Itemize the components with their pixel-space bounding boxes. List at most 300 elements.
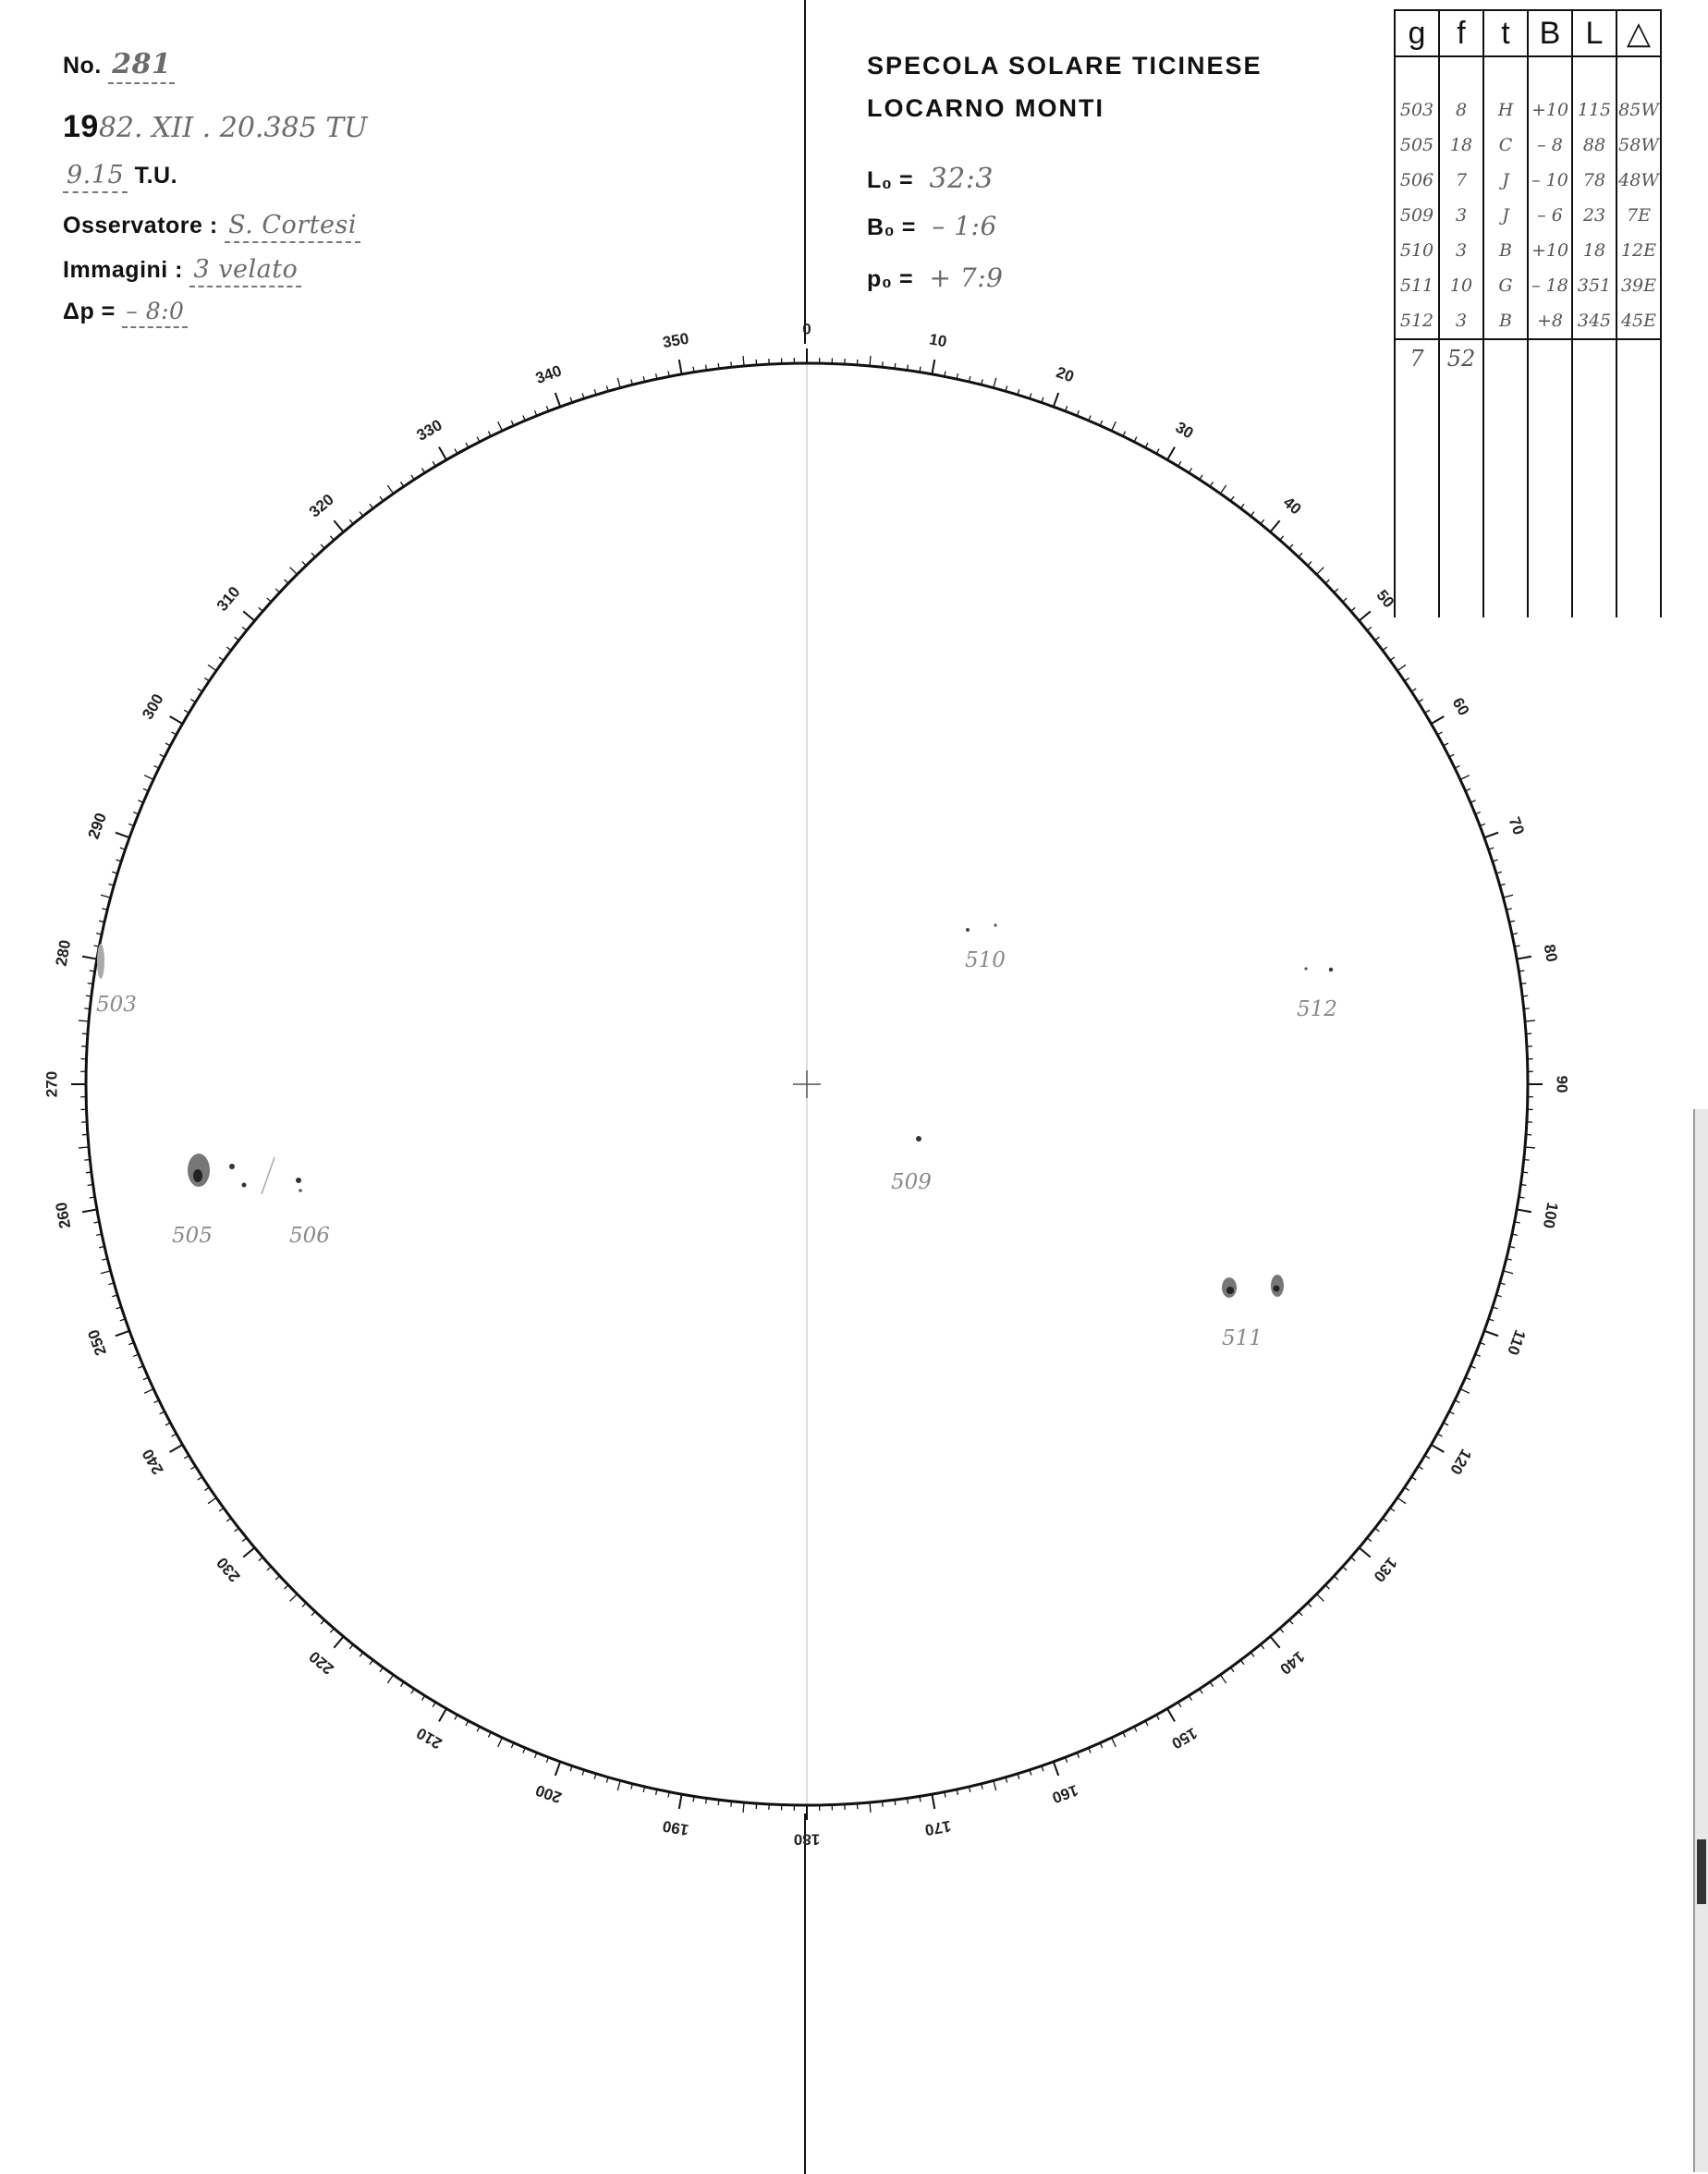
scale-tick [932,360,934,374]
scale-tick [1375,637,1380,641]
scale-tick [1484,1331,1498,1336]
scale-tick [920,367,921,373]
scale-tick [290,568,298,575]
scale-tick [411,475,414,480]
scale-tick [1405,678,1409,680]
images-value: 3 velato [189,255,301,287]
scale-tick [1167,447,1175,460]
number-label: No. [63,53,102,79]
scale-tick [1460,1389,1470,1394]
scale-tick [334,520,343,531]
scale-tick [88,983,93,984]
scale-label: 170 [923,1816,953,1839]
scale-tick [285,580,288,583]
scale-tick [311,1611,315,1615]
scale-label: 280 [52,938,75,968]
scale-tick [1503,1271,1513,1274]
scale-tick [1334,589,1337,592]
scale-tick [1503,895,1513,898]
table-cell: – 8 [1528,128,1572,163]
scale-label: 30 [1172,418,1197,443]
scale-tick [275,1576,279,1580]
scale-tick [1317,1594,1324,1602]
table-cell: B [1483,233,1528,268]
scale-tick [243,1547,254,1557]
scale-tick [1525,1020,1535,1021]
table-cell: +10 [1528,92,1572,128]
table-cell: 88 [1572,128,1616,163]
scale-tick [311,553,315,556]
sunspot-group-503 [96,944,137,1017]
scale-tick [1517,957,1531,959]
scale-tick [116,1331,129,1336]
table-cell: 3 [1439,198,1483,233]
scale-tick [349,519,353,524]
scale-tick [706,365,707,371]
scale-tick [617,378,620,388]
sunspot-group-509 [891,1136,932,1194]
scale-tick [349,1644,353,1649]
table-cell: 18 [1572,233,1616,268]
sunspot [1274,1286,1280,1292]
observatory-location: LOCARNO MONTI [867,94,1104,122]
scale-tick [1360,611,1371,620]
scale-tick [198,689,202,691]
table-cell: – 10 [1528,163,1572,198]
scale-tick [1484,833,1498,837]
scale-tick [743,356,744,366]
table-cell: 505 [1395,128,1439,163]
sunspot [296,1178,301,1183]
scale-label: 210 [413,1724,445,1753]
scale-tick [718,1800,719,1805]
scale-tick [84,1160,90,1161]
scale-tick [1383,647,1387,651]
sunspot [1226,1287,1234,1294]
time-value: 9.15 [63,161,128,193]
scale-tick [321,1620,324,1624]
scale-label: 270 [43,1070,61,1098]
sunspot-group-505 [172,1154,247,1248]
table-total-cell: 52 [1439,339,1483,377]
scale-tick [88,1185,93,1186]
column-header: L [1572,10,1616,56]
scale-label: 330 [413,416,445,445]
scale-tick [883,1801,884,1807]
scale-tick [242,627,247,630]
scale-tick [1522,1172,1528,1173]
scale-tick [1308,562,1312,566]
sunspot-group-510 [965,923,1006,972]
spot-label-510: 510 [965,948,1006,972]
scale-label: 140 [1276,1647,1309,1679]
scale-tick [1230,496,1234,501]
scale-tick [1397,1497,1406,1503]
scale-tick [1431,716,1444,724]
scale-tick [994,378,996,388]
scale-label: 60 [1448,694,1473,719]
scale-tick [1270,520,1279,531]
table-cell: G [1483,268,1528,303]
scale-tick [400,482,403,486]
scale-tick [1240,504,1244,508]
sunspot [242,1183,247,1188]
sunspot-group-511 [1222,1275,1284,1350]
table-cell: C [1483,128,1528,163]
scale-tick [1289,1620,1293,1624]
scale-tick [1351,607,1356,611]
scale-tick [360,512,363,517]
scale-tick [743,1802,744,1813]
scale-tick [1054,1762,1058,1776]
scale-tick [555,393,560,407]
table-cell: – 6 [1528,198,1572,233]
table-cell: 503 [1395,92,1439,128]
scale-label: 240 [139,1446,167,1478]
scale-tick [259,607,263,611]
observatory-name: SPECOLA SOLARE TICINESE [867,52,1263,79]
scale-tick [731,361,732,367]
table-cell: 7E [1616,198,1661,233]
scale-tick [387,485,393,494]
scale-tick [267,1567,271,1570]
scale-tick [706,1798,707,1803]
scale-tick [1520,1185,1526,1186]
dp-value: – 8:0 [122,298,188,328]
scale-tick [90,1197,95,1198]
scale-tick [1210,1682,1213,1687]
scale-tick [370,504,373,508]
scale-label: 300 [139,690,167,723]
scale-label: 120 [1446,1446,1475,1478]
column-header: B [1528,10,1572,56]
scale-tick [285,1585,288,1589]
scale-label: 90 [1553,1075,1571,1093]
scale-tick [1405,1487,1409,1490]
scale-tick [101,1271,111,1274]
scale-label: 100 [1539,1201,1562,1230]
column-header: f [1439,10,1483,56]
scale-tick [82,1209,97,1212]
table-cell: 85W [1616,92,1661,128]
scale-tick [235,1528,239,1532]
scale-tick [1112,421,1116,431]
scale-tick [302,1603,306,1606]
scale-label: 0 [802,320,811,338]
scale-label: 350 [661,329,690,352]
table-cell: 3 [1439,233,1483,268]
scale-tick [360,1653,363,1657]
scale-tick [1325,580,1329,583]
sunspot [299,1189,302,1192]
spot-label-503: 503 [96,993,137,1017]
scale-label: 320 [305,490,337,521]
scale-tick [1112,1738,1116,1747]
sunspot [916,1136,921,1142]
sunspot-group-506 [289,1178,330,1248]
scale-tick [302,562,306,566]
scan-edge-mark [1697,1839,1706,1904]
scale-tick [895,363,896,369]
scale-tick [226,647,231,651]
scale-tick [1280,536,1284,541]
scale-tick [400,1682,403,1687]
scale-tick [1367,1538,1372,1542]
scale-label: 180 [793,1830,821,1849]
scale-tick [79,1147,89,1148]
scale-tick [330,1629,334,1633]
scale-tick [617,1780,620,1790]
scale-tick [1230,1667,1234,1672]
param-p0-label: p₀ = [867,266,914,292]
scale-tick [1522,995,1528,996]
scan-edge [1693,1109,1708,2172]
scale-tick [718,363,719,369]
scale-tick [219,657,224,661]
scale-tick [1524,1160,1530,1161]
scale-tick [370,1660,373,1665]
spot-label-505: 505 [172,1224,213,1248]
observer-value: S. Cortesi [225,211,360,243]
scale-tick [79,1020,89,1021]
scale-tick [144,776,153,780]
time-unit: T.U. [134,163,178,189]
scale-label: 340 [532,361,565,388]
scale-tick [994,1780,996,1790]
scale-tick [1261,519,1264,524]
center-cross [793,1070,821,1098]
column-header: g [1395,10,1439,56]
scale-tick [204,678,209,680]
scale-tick [219,1508,224,1511]
column-header: t [1483,10,1528,56]
scale-label: 130 [1370,1554,1401,1586]
table-cell: B [1483,303,1528,339]
scale-tick [1334,1576,1337,1580]
table-cell: 351 [1572,268,1616,303]
date-value: 82. XII . 20.385 TU [98,112,368,144]
table-cell: +10 [1528,233,1572,268]
scale-label: 260 [52,1201,75,1230]
table-cell: 3 [1439,303,1483,339]
scale-tick [498,421,503,431]
param-L0-label: L₀ = [867,167,914,193]
table-cell: 115 [1572,92,1616,128]
table-cell: 18 [1439,128,1483,163]
group-divider [262,1157,274,1194]
number-value: 281 [108,48,175,84]
scale-tick [84,1008,90,1009]
param-B0-value: – 1:6 [932,211,997,241]
scale-tick [208,665,216,670]
scale-tick [1250,512,1254,517]
scale-tick [908,365,909,371]
scale-tick [321,544,324,548]
scale-tick [498,1738,503,1747]
table-cell: 512 [1395,303,1439,339]
scale-label: 290 [84,810,111,842]
scale-tick [1375,1528,1380,1532]
scale-label: 50 [1372,586,1398,612]
spot-label-506: 506 [289,1224,330,1248]
sunspot [966,928,970,932]
scale-tick [86,1172,92,1173]
scale-tick [679,1794,682,1809]
scale-tick [1289,544,1293,548]
scale-tick [1517,1209,1531,1212]
table-cell: 8 [1439,92,1483,128]
scale-tick [1261,1644,1264,1649]
scale-tick [555,1762,560,1776]
scale-tick [116,833,129,837]
table-cell: H [1483,92,1528,128]
scale-tick [1054,393,1058,407]
sunspot [994,923,996,926]
spot-label-509: 509 [891,1170,932,1194]
scale-tick [1431,1445,1444,1452]
scale-tick [1280,1629,1284,1633]
scale-tick [1343,598,1347,602]
scale-tick [1200,1689,1202,1693]
year-prefix: 19 [63,109,99,144]
spot-label-512: 512 [1297,997,1337,1021]
table-cell: 7 [1439,163,1483,198]
scale-tick [932,1794,934,1809]
table-cell: 10 [1439,268,1483,303]
scale-tick [267,598,271,602]
scale-tick [439,447,446,460]
sunspot [1329,968,1333,971]
scale-tick [895,1800,896,1805]
scale-tick [259,1557,263,1561]
scale-tick [1317,568,1324,575]
scale-tick [1519,1197,1524,1198]
images-label: Immagini : [63,257,184,283]
scale-tick [1240,1660,1244,1665]
table-cell: 78 [1572,163,1616,198]
scale-tick [1390,1508,1395,1511]
scale-label: 20 [1054,363,1077,386]
scale-tick [1383,1518,1387,1521]
sunspot-group-512 [1297,967,1337,1021]
scale-label: 220 [305,1647,337,1679]
scale-tick [731,1801,732,1807]
table-cell: J [1483,163,1528,198]
scale-tick [1210,482,1213,486]
scale-tick [1411,689,1416,691]
table-cell: 511 [1395,268,1439,303]
scale-tick [1299,553,1302,556]
scale-label: 70 [1505,814,1528,837]
sunspot [193,1169,202,1182]
table-cell: 510 [1395,233,1439,268]
scale-tick [1367,627,1372,630]
scale-tick [1270,1637,1279,1648]
scale-label: 150 [1168,1724,1201,1753]
scale-tick [208,1497,216,1503]
scale-label: 160 [1049,1780,1081,1807]
scale-tick [1525,1147,1535,1148]
scale-tick [1220,1675,1226,1683]
scale-tick [1360,1547,1371,1557]
spot-label-511: 511 [1222,1326,1263,1350]
scale-label: 200 [532,1780,565,1807]
scale-tick [226,1518,231,1521]
table-cell: 23 [1572,198,1616,233]
scale-tick [870,356,871,366]
scale-tick [693,1796,694,1801]
table-cell: – 18 [1528,268,1572,303]
scale-label: 80 [1540,943,1561,964]
scale-tick [170,716,183,724]
scale-tick [82,957,97,959]
table-cell: 48W [1616,163,1661,198]
scale-tick [290,1594,298,1602]
scale-tick [242,1538,247,1542]
scale-label: 10 [927,330,948,351]
scale-tick [1524,1008,1530,1009]
scale-tick [380,496,384,501]
scale-label: 110 [1504,1327,1530,1358]
scale-label: 230 [213,1554,244,1586]
scale-tick [144,1389,153,1394]
param-L0-value: 32:3 [929,163,994,195]
scale-tick [920,1796,921,1801]
scale-tick [870,1802,871,1813]
table-cell: 39E [1616,268,1661,303]
scale-tick [439,1708,446,1721]
scale-tick [1520,983,1526,984]
sunspot [97,944,104,979]
scale-tick [1220,485,1226,494]
scale-tick [1397,665,1406,670]
table-cell: 345 [1572,303,1616,339]
column-header: △ [1616,10,1661,56]
scale-tick [1200,475,1202,480]
scale-tick [1411,1477,1416,1480]
sunspot [1304,967,1307,970]
scale-tick [204,1487,209,1490]
scale-tick [330,536,334,541]
scale-tick [1325,1585,1329,1589]
scale-tick [86,995,92,996]
table-cell: 509 [1395,198,1439,233]
scale-tick [411,1689,414,1693]
table-cell: 45E [1616,303,1661,339]
scale-tick [198,1477,202,1480]
scale-tick [275,589,279,592]
table-cell: 12E [1616,233,1661,268]
table-total-cell: 7 [1395,339,1439,377]
scale-tick [679,360,682,374]
table-cell: 58W [1616,128,1661,163]
param-p0-value: + 7:9 [929,263,1004,293]
scale-tick [170,1445,183,1452]
scale-tick [334,1637,343,1648]
scale-tick [693,367,694,373]
scale-tick [1299,1611,1302,1615]
scale-label: 40 [1279,493,1305,519]
scale-tick [235,637,239,641]
scale-tick [1250,1653,1254,1657]
scale-tick [1390,657,1395,661]
table-cell: J [1483,198,1528,233]
scale-label: 250 [84,1326,111,1359]
scale-tick [380,1667,384,1672]
param-B0-label: B₀ = [867,214,916,240]
sunspot [229,1164,235,1169]
scale-tick [1351,1557,1356,1561]
